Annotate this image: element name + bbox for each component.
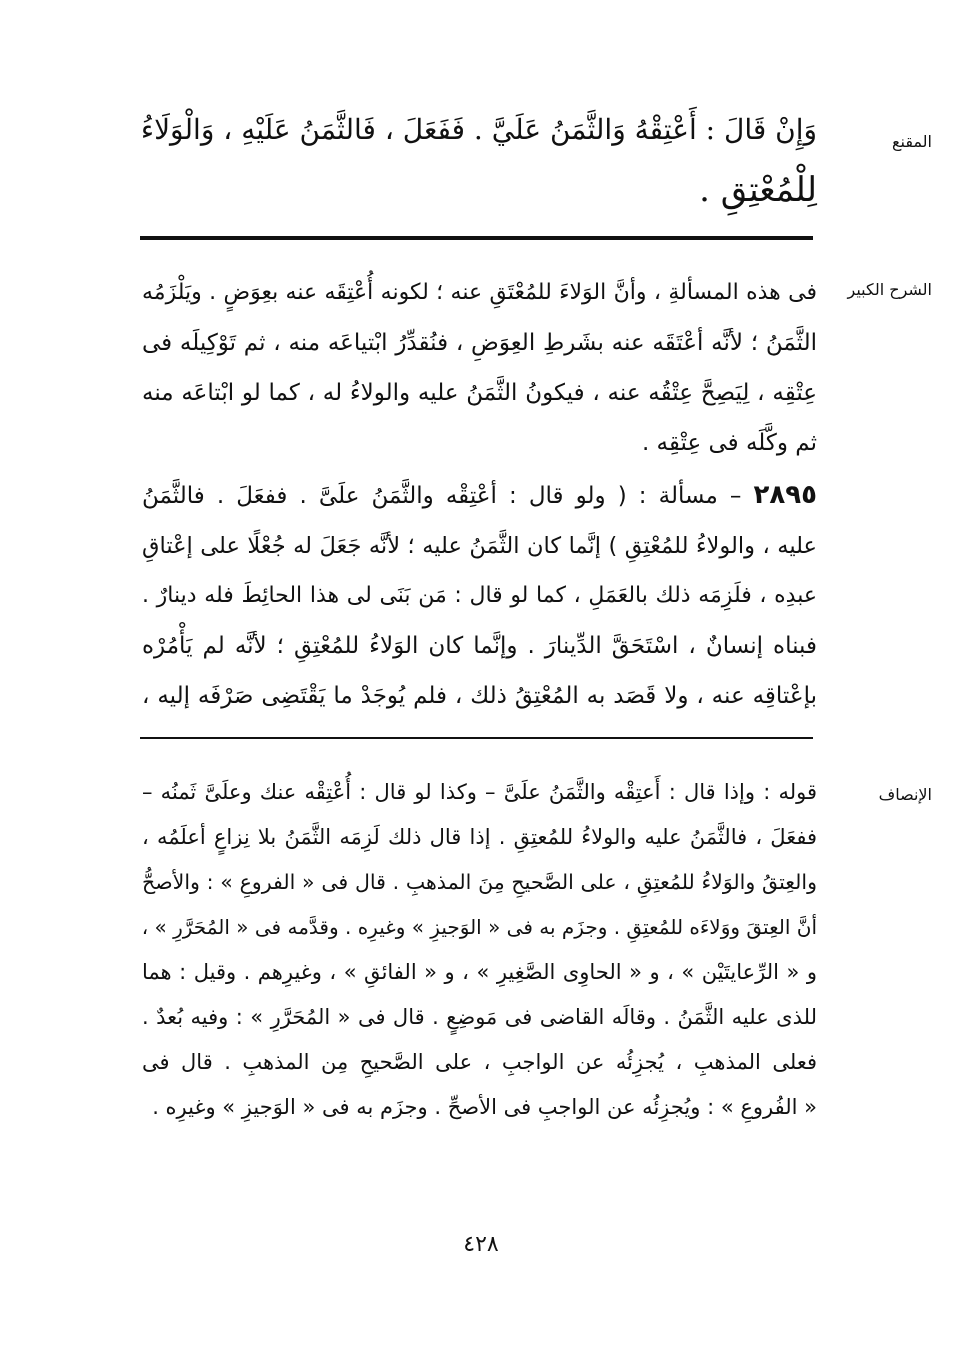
insaf-line-5: و « الرِّعايتَيْن » ، و « الحاوِى الصَّغِيرِ » ، و « الفائقِ » ، وغيرِهم . وقيل : هما xyxy=(142,960,817,984)
page-number: ٤٢٨ xyxy=(463,1232,499,1257)
sharh-p1-line-1: فى هذه المسألةِ ، وأنَّ الوَلاءَ للمُعْتَقِ عنه ؛ لكونه أُعْتِقَه عنه بعِوَضٍ . ويَلْزَمُه xyxy=(142,280,817,305)
section-label-sharh: الشرح الكبير xyxy=(847,280,932,299)
sharh-p1-line-3: عِتْقِه ، لِيَصِحَّ عِتْقُه عنه ، فيكونُ الثَّمَنُ عليه والولاءُ له ، كما لو ابْتاعَه منه xyxy=(142,380,817,406)
sharh-paragraph-1 xyxy=(142,268,817,468)
sharh-p2-line-1-text: – مسألة : ( ولو قال : أعْتِقْه والثَّمَنُ علَىَّ . ففعَلَ . فالثَّمَنُ xyxy=(142,483,754,509)
muqni-line-2: لِلْمُعْتِقِ . xyxy=(699,170,817,210)
section-divider-thick xyxy=(140,236,813,240)
section-label-muqni: المقنع xyxy=(891,132,932,151)
insaf-line-8: « الفُروعِ » : ويُجزِئُه عن الواجبِ فى الأصحِّ . وجزَم به فى « الوَجيزِ » وغيرِه . xyxy=(152,1095,817,1119)
section-divider-thin xyxy=(140,737,813,739)
sharh-p2-line-1 xyxy=(142,470,817,521)
sharh-p1-line-2: الثَّمَنُ ؛ لأنَّه أعْتَقَه عنه بشَرطِ العِوَضِ ، فنُقدِّرُ ابْتياعَه منه ، ثم تَوْكِيلَه فى xyxy=(142,330,817,356)
insaf-line-2: ففعَلَ ، فالثَّمَنُ عليه والولاءُ للمُعتِقِ . إذا قال ذلك لَزِمَه الثَّمَنُ بلا نِزاعٍ أعلَمُه ، xyxy=(142,825,817,849)
sharh-p2-line-3: عبدِه ، فلَزِمَه ذلك بالعَمَلِ ، كما لو قال : مَن بَنَى لى هذا الحائِطَ فله دينارٌ . xyxy=(142,583,817,608)
sharh-p2-line-5: بإعْتاقِه عنه ، ولا قَصَد به المُعْتِقُ ذلك ، فلم يُوجَدْ ما يَقْتَضِى صَرْفَه إليه ، xyxy=(142,683,817,709)
insaf-text xyxy=(142,770,817,1130)
section-label-insaf: الإنصاف xyxy=(878,785,932,804)
sharh-p2-line-2: عليه ، والولاءُ للمُعْتِقِ ) إنَّما كان الثَّمَنُ عليه ؛ لأنَّه جَعَلَ له جُعْلًا على إعْتاقِ xyxy=(142,533,817,559)
insaf-line-7: فعلى المذهبِ ، يُجزِئُه عن الواجبِ ، على الصَّحيحِ مِن المذهبِ . قال فى xyxy=(142,1050,817,1074)
insaf-line-3: والعِتقُ والوَلاءُ للمُعتِقِ ، على الصَّحيحِ مِنَ المذهبِ . قال فى « الفروعِ » : والأصحُّ xyxy=(142,870,817,894)
insaf-line-6: للذى عليه الثَّمَنُ . وقالَه القاضى فى مَوضِعٍ . قال فى « المُحَرَّرِ » : وفيه بُعدٌ . xyxy=(142,1005,817,1029)
sharh-p2-line-4: فبناه إنسانٌ ، اسْتَحَقَّ الدِّينارَ . وإنَّما كان الوَلاءُ للمُعْتِقِ ؛ لأنَّه لم يَأْمُرْه xyxy=(142,633,817,659)
insaf-line-1: قوله : وإذا قال : أَعتِقْه والثَّمَنُ علَىَّ – وكذا لو قال : أُعْتِقْه عنك وعلَىَّ ثَمنُه – xyxy=(142,780,817,804)
insaf-line-4: أنَّ العِتقَ ووَلاءَه للمُعتِقِ . وجزَم به فى « الوَجيزِ » وغيرِه . وقدَّمه فى « المُحَرَّرِ » ، xyxy=(141,915,817,939)
muqni-text xyxy=(142,100,817,220)
sharh-p1-line-4: ثم وكَّلَه فى عِتْقِه . xyxy=(641,430,817,456)
sharh-paragraph-2 xyxy=(142,470,817,721)
muqni-line-1: وَإِنْ قَالَ : أَعْتِقْهُ وَالثَّمَنُ عَلَيَّ . فَفَعَلَ ، فَالثَّمَنُ عَلَيْهِ ، وَالْوَلَاءُ xyxy=(140,113,817,146)
issue-number: ٢٨٩٥ xyxy=(753,480,817,510)
